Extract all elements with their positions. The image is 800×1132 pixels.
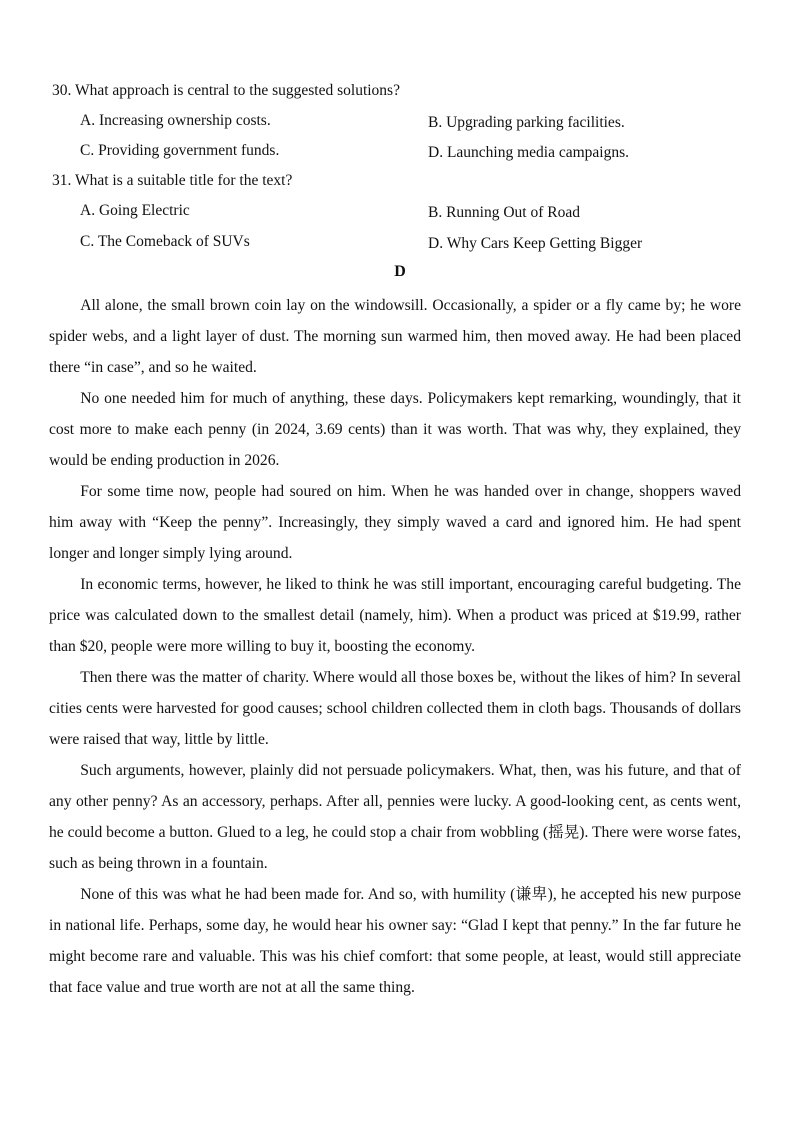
question-text: What is a suitable title for the text? (74, 172, 293, 189)
option-letter: D. (428, 144, 444, 161)
question-31-option-d (428, 234, 642, 254)
option-text: Increasing ownership costs. (98, 112, 271, 129)
option-letter: C. (80, 233, 95, 250)
option-letter: B. (428, 114, 443, 131)
option-text: Providing government funds. (98, 142, 280, 159)
option-text: Launching media campaigns. (446, 144, 630, 161)
passage-paragraph: No one needed him for much of anything, these days. Policymakers kept remarking, woundingly, that it cost more to make each penny (in 2024, 3.69 cents) than it was worth. That was why, they explained, they would be ending production in 2026. (49, 390, 741, 469)
option-text: Running Out of Road (446, 204, 580, 221)
option-text: Upgrading parking facilities. (446, 114, 625, 131)
question-30-option-c (80, 141, 279, 161)
passage-paragraph: None of this was what he had been made for. And so, with humility (谦卑), he accepted his new purpose in national life. Perhaps, some day, he would hear his owner say: “Glad I kept that penny.” In the far future he might become rare and valuable. This was his chief comfort: that some people, at least, would still appreciate that face value and true worth are not at all the same thing. (49, 886, 741, 996)
passage-paragraph: Such arguments, however, plainly did not persuade policymakers. What, then, was his future, and that of any other penny? As an accessory, perhaps. After all, pennies were lucky. A good-looking cent, as cents went, he could become a button. Glued to a leg, he could stop a chair from wobbling (摇晃). There were worse fates, such as being thrown in a fountain. (49, 762, 741, 872)
question-30-option-a (80, 111, 271, 131)
option-text: Why Cars Keep Getting Bigger (446, 235, 643, 252)
question-30-option-d (428, 143, 629, 163)
option-text: The Comeback of SUVs (97, 233, 250, 250)
question-30-stem (52, 81, 400, 101)
passage-paragraph: In economic terms, however, he liked to think he was still important, encouraging careful budgeting. The price was calculated down to the smallest detail (namely, him). When a product was priced at $19.99, rather than $20, people were more willing to buy it, boosting the economy. (49, 576, 741, 655)
passage-paragraph: All alone, the small brown coin lay on the windowsill. Occasionally, a spider or a fly came by; he wore spider webs, and a light layer of dust. The morning sun warmed him, then moved away. He had been placed there “in case”, and so he waited. (49, 297, 741, 376)
option-letter: D. (428, 235, 444, 252)
option-letter: A. (80, 202, 96, 219)
question-text: What approach is central to the suggested solutions? (74, 82, 400, 99)
question-31-option-b (428, 203, 580, 223)
section-heading: D (394, 263, 406, 280)
option-letter: B. (428, 204, 443, 221)
question-number: 30. (52, 82, 72, 99)
passage-paragraph: For some time now, people had soured on him. When he was handed over in change, shoppers waved him away with “Keep the penny”. Increasingly, they simply waved a card and ignored him. He had spent longer and longer simply lying around. (49, 483, 741, 562)
passage-paragraph: Then there was the matter of charity. Where would all those boxes be, without the likes of him? In several cities cents were harvested for good causes; school children collected them in cloth bags. Thousands of dollars were raised that way, little by little. (49, 669, 741, 748)
option-letter: A. (80, 112, 96, 129)
question-number: 31. (52, 172, 72, 189)
question-31-option-a (80, 201, 190, 221)
question-31-stem (52, 171, 292, 191)
question-30-option-b (428, 113, 625, 133)
option-letter: C. (80, 142, 95, 159)
option-text: Going Electric (98, 202, 190, 219)
reading-passage (49, 290, 741, 1003)
question-31-option-c (80, 232, 250, 252)
